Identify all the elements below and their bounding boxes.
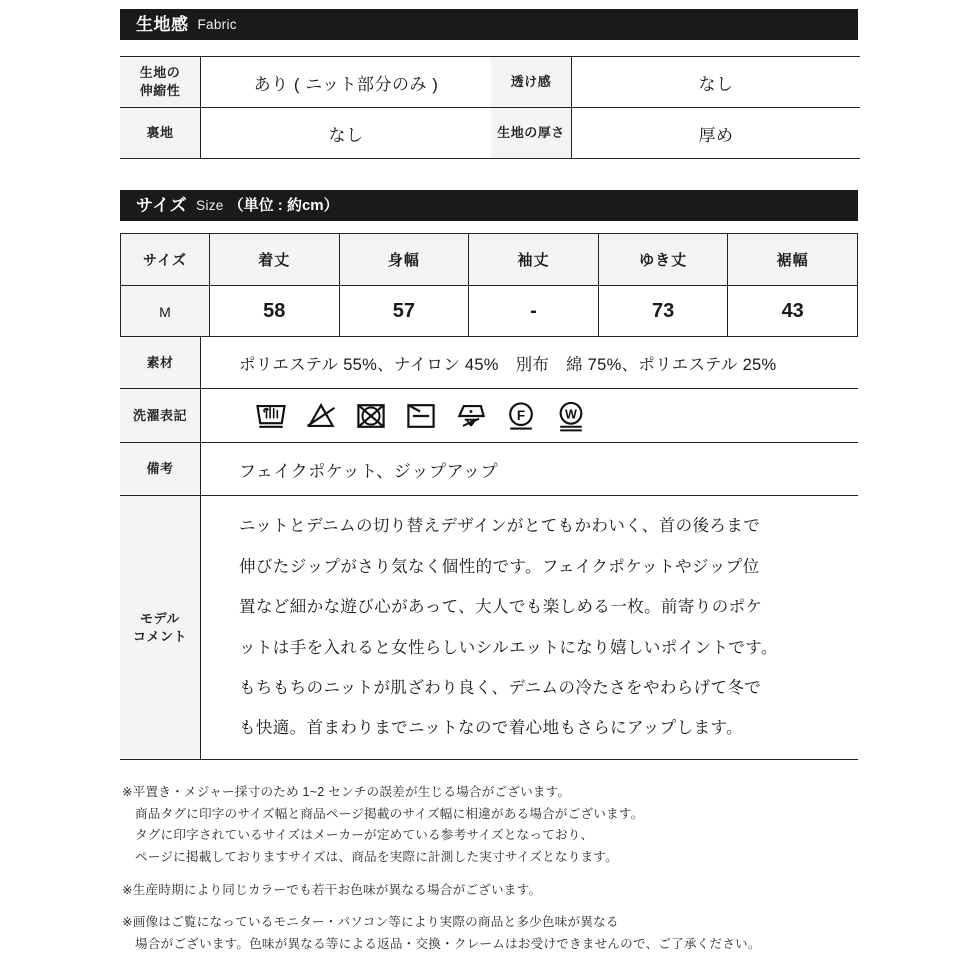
svg-text:W: W (565, 407, 577, 422)
note-color-batch (122, 880, 882, 902)
size-value-sleeve: - (469, 286, 599, 338)
size-section-header (120, 190, 858, 221)
do-not-bleach-icon (303, 398, 339, 434)
note-line: ※平置き・メジャー採寸のため 1~2 センチの誤差が生じる場合がございます。 (122, 785, 571, 799)
table-row (120, 496, 858, 760)
size-section-unit-note: （単位 : 約cm） (228, 197, 339, 214)
material-value: ポリエステル 55%、ナイロン 45% 別布 綿 75%、ポリエステル 25% (201, 337, 859, 389)
do-not-tumble-dry-icon (353, 398, 389, 434)
size-col-header-hem: 裾幅 (728, 234, 858, 286)
note-line: ※画像はご覧になっているモニター・パソコン等により実際の商品と多少色味が異なる (122, 915, 619, 930)
material-label: 素材 (120, 337, 201, 389)
size-col-header-width: 身幅 (339, 234, 469, 286)
note-line: タグに印字されているサイズはメーカーが定めている参考サイズとなっており、 (135, 828, 594, 843)
size-value-width: 57 (339, 286, 469, 338)
model-comment-text (201, 496, 859, 760)
size-col-header-length: 着丈 (210, 234, 340, 286)
table-row (120, 57, 860, 108)
detail-table (120, 336, 858, 760)
fabric-table (120, 56, 860, 159)
table-row (120, 443, 858, 496)
table-row (120, 337, 858, 389)
table-row (120, 389, 858, 443)
svg-text:F: F (516, 407, 526, 423)
fabric-thickness-value: 厚め (572, 108, 861, 159)
hand-wash-icon (253, 398, 289, 434)
wet-clean-w-icon (553, 398, 589, 434)
size-section-title-jp: サイズ (136, 196, 188, 215)
model-comment-label (120, 496, 201, 760)
size-value-hem: 43 (728, 286, 858, 338)
table-row (120, 108, 860, 159)
size-value-yuki: 73 (598, 286, 728, 338)
footer-notes (122, 782, 882, 956)
note-line: 場合がございます。色味が異なる等による返品・交換・クレームはお受けできませんので、ご了承ください。 (135, 936, 761, 951)
model-comment-line: もちもちのニットが肌ざわり良く、デニムの冷たさをやわらげて冬で (239, 678, 762, 697)
model-comment-label-line1: モデル (140, 610, 180, 626)
model-comment-line: 伸びたジップがさり気なく個性的です。フェイクポケットやジップ位 (239, 557, 760, 576)
fabric-stretch-label (120, 57, 201, 108)
care-symbol-list (239, 398, 858, 434)
fabric-lining-label: 裏地 (120, 108, 201, 159)
fabric-sheerness-label: 透け感 (491, 57, 572, 108)
note-line: ページに掲載しておりますサイズは、商品を実際に計測した実寸サイズとなります。 (135, 849, 618, 864)
fabric-stretch-value: あり ( ニット部分のみ ) (201, 57, 492, 108)
care-label: 洗濯表記 (120, 389, 201, 443)
fabric-thickness-label: 生地の厚さ (491, 108, 572, 159)
fabric-section-title-en: Fabric (197, 16, 237, 32)
note-line: 商品タグに印字のサイズ幅と商品ページ掲載のサイズ幅に相違がある場合がございます。 (135, 806, 644, 821)
table-row (121, 286, 858, 338)
size-col-header-yuki: ゆき丈 (598, 234, 728, 286)
size-section-title-en: Size (196, 197, 224, 213)
size-col-header-sleeve: 袖丈 (469, 234, 599, 286)
size-value-length: 58 (210, 286, 340, 338)
fabric-stretch-label-line1: 生地の (139, 65, 181, 81)
iron-low-no-steam-icon (453, 398, 489, 434)
model-comment-label-line2: コメント (132, 628, 187, 644)
fabric-stretch-label-line2: 伸縮性 (139, 83, 181, 98)
dry-clean-f-icon (503, 398, 539, 434)
fabric-lining-value: なし (201, 108, 492, 159)
fabric-section-header (120, 9, 858, 40)
note-line: ※生産時期により同じカラーでも若干お色味が異なる場合がございます。 (122, 882, 542, 897)
size-row-label-m: M (121, 286, 210, 338)
size-table (120, 233, 858, 338)
model-comment-line: 置など細かな遊び心があって、大人でも楽しめる一枚。前寄りのポケ (239, 598, 763, 617)
model-comment-line: も快適。首まわりまでニットなので着心地もさらにアップします。 (239, 719, 743, 738)
model-comment-line: ニットとデニムの切り替えデザインがとてもかわいく、首の後ろまで (239, 517, 761, 536)
remarks-value: フェイクポケット、ジップアップ (201, 443, 859, 496)
remarks-label: 備考 (120, 443, 201, 496)
flat-dry-in-shade-icon (403, 398, 439, 434)
care-symbols-cell (201, 389, 859, 443)
model-comment-line: ットは手を入れると女性らしいシルエットになり嬉しいポイントです。 (239, 638, 778, 657)
note-measurement (122, 782, 882, 869)
table-header-row (121, 234, 858, 286)
fabric-section-title-jp: 生地感 (136, 15, 189, 34)
fabric-sheerness-value: なし (572, 57, 861, 108)
note-monitor-color (122, 912, 882, 955)
size-col-header-size: サイズ (121, 234, 210, 286)
